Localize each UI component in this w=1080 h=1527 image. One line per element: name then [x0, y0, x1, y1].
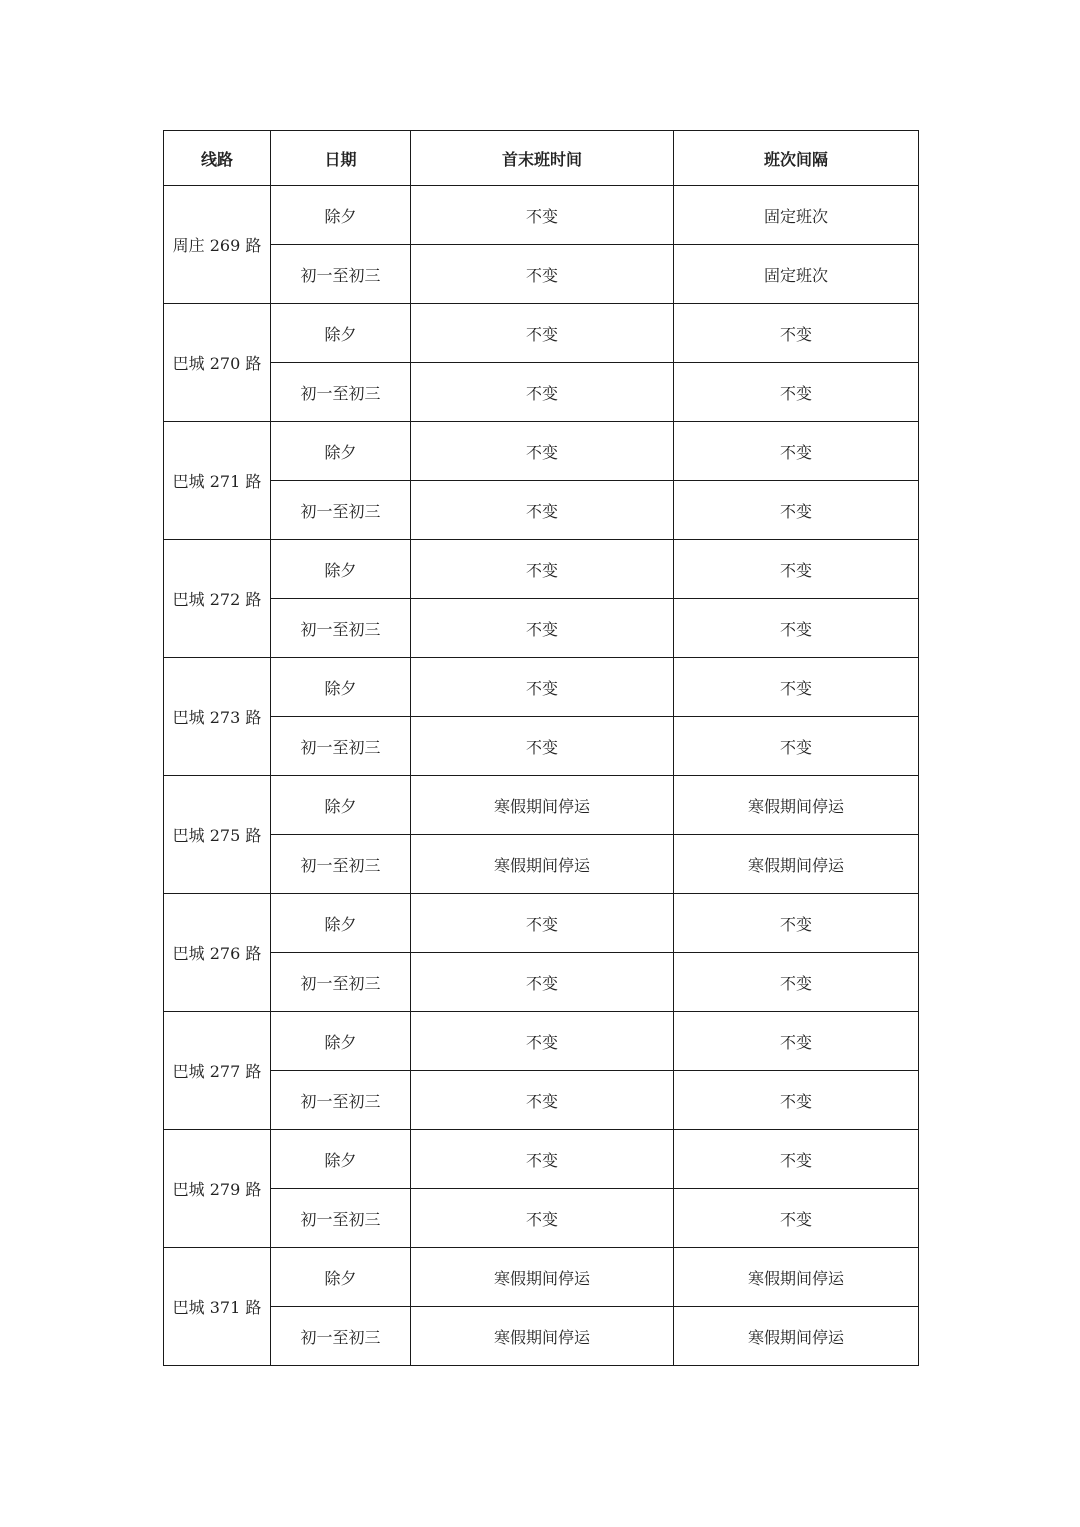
interval-cell: 固定班次 — [674, 186, 919, 245]
interval-cell: 不变 — [674, 1071, 919, 1130]
date-cell: 初一至初三 — [271, 1307, 411, 1366]
interval-cell: 不变 — [674, 953, 919, 1012]
header-route: 线路 — [164, 131, 271, 186]
table-row — [164, 894, 919, 953]
route-name-cell: 巴城 271 路 — [164, 422, 271, 540]
interval-cell: 固定班次 — [674, 245, 919, 304]
table-row — [164, 599, 919, 658]
header-date: 日期 — [271, 131, 411, 186]
interval-cell: 不变 — [674, 363, 919, 422]
first-last-time-cell: 不变 — [411, 304, 674, 363]
table-row — [164, 422, 919, 481]
date-cell: 除夕 — [271, 186, 411, 245]
first-last-time-cell: 不变 — [411, 481, 674, 540]
interval-cell: 不变 — [674, 599, 919, 658]
route-name-cell: 巴城 270 路 — [164, 304, 271, 422]
first-last-time-cell: 不变 — [411, 1130, 674, 1189]
header-first-last-time: 首末班时间 — [411, 131, 674, 186]
interval-cell: 不变 — [674, 422, 919, 481]
date-cell: 初一至初三 — [271, 599, 411, 658]
interval-cell: 不变 — [674, 1189, 919, 1248]
first-last-time-cell: 不变 — [411, 1189, 674, 1248]
first-last-time-cell: 不变 — [411, 599, 674, 658]
table-row — [164, 1307, 919, 1366]
interval-cell: 不变 — [674, 894, 919, 953]
table-row — [164, 1130, 919, 1189]
date-cell: 初一至初三 — [271, 245, 411, 304]
interval-cell: 寒假期间停运 — [674, 835, 919, 894]
table-row — [164, 363, 919, 422]
first-last-time-cell: 不变 — [411, 1071, 674, 1130]
table-row — [164, 776, 919, 835]
route-name-cell: 巴城 276 路 — [164, 894, 271, 1012]
date-cell: 初一至初三 — [271, 1071, 411, 1130]
date-cell: 除夕 — [271, 1130, 411, 1189]
route-name-cell: 周庄 269 路 — [164, 186, 271, 304]
route-name-cell: 巴城 273 路 — [164, 658, 271, 776]
route-name-cell: 巴城 272 路 — [164, 540, 271, 658]
date-cell: 初一至初三 — [271, 481, 411, 540]
table-row — [164, 1012, 919, 1071]
interval-cell: 不变 — [674, 717, 919, 776]
date-cell: 除夕 — [271, 658, 411, 717]
route-name-cell: 巴城 371 路 — [164, 1248, 271, 1366]
date-cell: 除夕 — [271, 304, 411, 363]
first-last-time-cell: 不变 — [411, 540, 674, 599]
table-row — [164, 835, 919, 894]
table-row — [164, 1071, 919, 1130]
first-last-time-cell: 不变 — [411, 422, 674, 481]
date-cell: 除夕 — [271, 540, 411, 599]
date-cell: 除夕 — [271, 894, 411, 953]
date-cell: 初一至初三 — [271, 835, 411, 894]
first-last-time-cell: 不变 — [411, 1012, 674, 1071]
table-row — [164, 481, 919, 540]
date-cell: 初一至初三 — [271, 953, 411, 1012]
date-cell: 初一至初三 — [271, 717, 411, 776]
interval-cell: 寒假期间停运 — [674, 1248, 919, 1307]
table-row — [164, 953, 919, 1012]
date-cell: 除夕 — [271, 1248, 411, 1307]
table-row — [164, 540, 919, 599]
first-last-time-cell: 寒假期间停运 — [411, 1307, 674, 1366]
interval-cell: 不变 — [674, 540, 919, 599]
table-row — [164, 717, 919, 776]
interval-cell: 寒假期间停运 — [674, 1307, 919, 1366]
schedule-table — [163, 130, 919, 1366]
date-cell: 除夕 — [271, 776, 411, 835]
header-interval: 班次间隔 — [674, 131, 919, 186]
first-last-time-cell: 寒假期间停运 — [411, 1248, 674, 1307]
first-last-time-cell: 不变 — [411, 658, 674, 717]
first-last-time-cell: 不变 — [411, 363, 674, 422]
first-last-time-cell: 不变 — [411, 953, 674, 1012]
table-row — [164, 245, 919, 304]
table-row — [164, 658, 919, 717]
table-row — [164, 1248, 919, 1307]
interval-cell: 不变 — [674, 481, 919, 540]
table-header — [164, 131, 919, 186]
first-last-time-cell: 不变 — [411, 894, 674, 953]
interval-cell: 不变 — [674, 304, 919, 363]
first-last-time-cell: 不变 — [411, 717, 674, 776]
route-name-cell: 巴城 277 路 — [164, 1012, 271, 1130]
first-last-time-cell: 寒假期间停运 — [411, 776, 674, 835]
first-last-time-cell: 寒假期间停运 — [411, 835, 674, 894]
table-row — [164, 186, 919, 245]
route-name-cell: 巴城 275 路 — [164, 776, 271, 894]
date-cell: 初一至初三 — [271, 363, 411, 422]
interval-cell: 寒假期间停运 — [674, 776, 919, 835]
interval-cell: 不变 — [674, 658, 919, 717]
route-name-cell: 巴城 279 路 — [164, 1130, 271, 1248]
date-cell: 初一至初三 — [271, 1189, 411, 1248]
table-row — [164, 304, 919, 363]
header-row — [164, 131, 919, 186]
first-last-time-cell: 不变 — [411, 186, 674, 245]
interval-cell: 不变 — [674, 1012, 919, 1071]
interval-cell: 不变 — [674, 1130, 919, 1189]
date-cell: 除夕 — [271, 1012, 411, 1071]
first-last-time-cell: 不变 — [411, 245, 674, 304]
table-body — [164, 186, 919, 1366]
date-cell: 除夕 — [271, 422, 411, 481]
table-row — [164, 1189, 919, 1248]
